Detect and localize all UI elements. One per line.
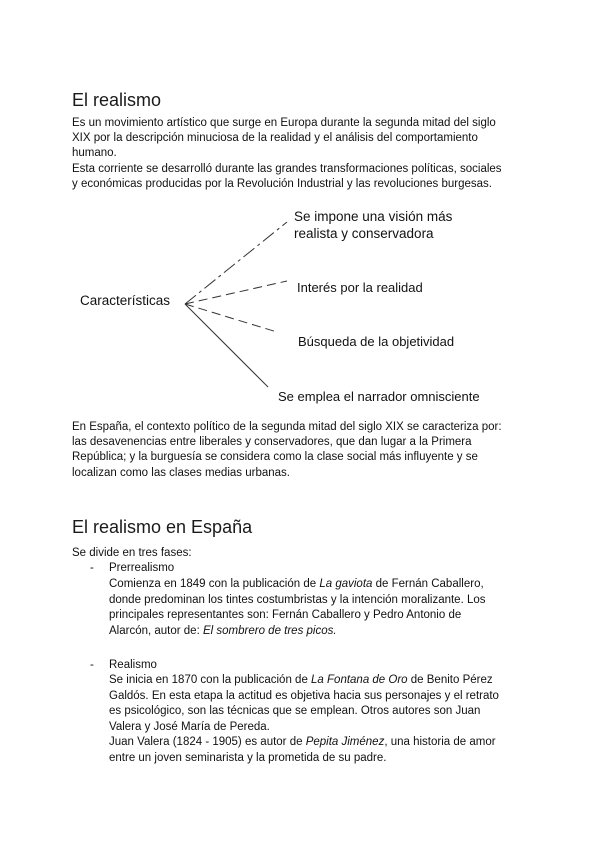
work-title: La gaviota xyxy=(319,578,373,590)
phase-title-prerrealismo: Prerrealismo xyxy=(109,562,175,574)
work-title: El sombrero de tres picos. xyxy=(202,624,337,637)
branch-line-2 xyxy=(185,281,287,304)
characteristics-diagram xyxy=(0,0,600,420)
phase-line: principales representantes son: Fernán Caballero y Pedro Antonio de xyxy=(109,609,462,622)
branch-label-1a: Se impone una visión más xyxy=(294,209,453,224)
intro-line: Esta corriente se desarrolló durante las grandes transformaciones políticas, sociales xyxy=(72,162,502,175)
intro-line: y económicas producidas por la Revolución Industrial y las revoluciones burgesas. xyxy=(72,177,492,190)
context-line: las desavenencias entre liberales y conservadores, que dan lugar a la Primera xyxy=(72,436,472,449)
work-title: Pepita Jiménez xyxy=(305,736,385,749)
phase-title-realismo: Realismo xyxy=(109,659,157,671)
context-line: En España, el contexto político de la segunda mitad del siglo XIX se caracteriza por: xyxy=(72,421,502,433)
branch-label-4: Se emplea el narrador omnisciente xyxy=(278,389,480,404)
phase-line: donde predominan los tintes costumbristas y la intención moralizante. Los xyxy=(109,593,486,606)
work-title: La Fontana de Oro xyxy=(311,674,408,686)
phase-line: Comienza en 1849 con la publicación de La gaviota de Fernán Caballero, xyxy=(109,578,484,590)
branch-line-1 xyxy=(185,222,287,304)
branch-label-1b: realista y conservadora xyxy=(294,226,434,241)
intro-line: humano. xyxy=(72,147,117,160)
phases-lead: Se divide en tres fases: xyxy=(72,547,192,559)
phase-line: Valera y José María de Pereda. xyxy=(109,720,270,733)
context-line: República; y la burguesía se considera como la clase social más influyente y se xyxy=(72,451,478,464)
context-line: localizan como las clases medias urbanas. xyxy=(72,466,290,479)
section-title-realismo: El realismo xyxy=(72,90,162,110)
list-bullet: - xyxy=(90,562,94,574)
context-paragraph xyxy=(72,420,542,481)
phase-line: Galdós. En esta etapa la actitud es objetiva hacia sus personajes y el retrato xyxy=(109,689,499,702)
intro-line: XIX por la descripción minuciosa de la realidad y el análisis del comportamiento xyxy=(72,132,478,145)
branch-label-3: Búsqueda de la objetividad xyxy=(298,334,455,349)
phase-line: Juan Valera (1824 - 1905) es autor de Pepita Jiménez, una historia de amor xyxy=(109,736,496,749)
phase-body-prerrealismo xyxy=(109,577,549,639)
phase-line: es psicológico, son las técnicas que se emplean. Otros autores son Juan xyxy=(109,705,481,718)
phase-line: Se inicia en 1870 con la publicación de La Fontana de Oro de Benito Pérez xyxy=(109,674,493,686)
section-title-realismo-espana: El realismo en España xyxy=(72,517,253,537)
phase-line: Alarcón, autor de: El sombrero de tres picos. xyxy=(109,624,337,637)
branch-label-2: Interés por la realidad xyxy=(297,280,423,295)
phase-line: entre un joven seminarista y la prometida de su padre. xyxy=(109,751,387,764)
list-bullet: - xyxy=(90,659,94,671)
phase-body-realismo xyxy=(109,673,549,767)
intro-line: Es un movimiento artístico que surge en Europa durante la segunda mitad del siglo xyxy=(72,117,496,129)
diagram-center-label: Características xyxy=(80,293,171,308)
